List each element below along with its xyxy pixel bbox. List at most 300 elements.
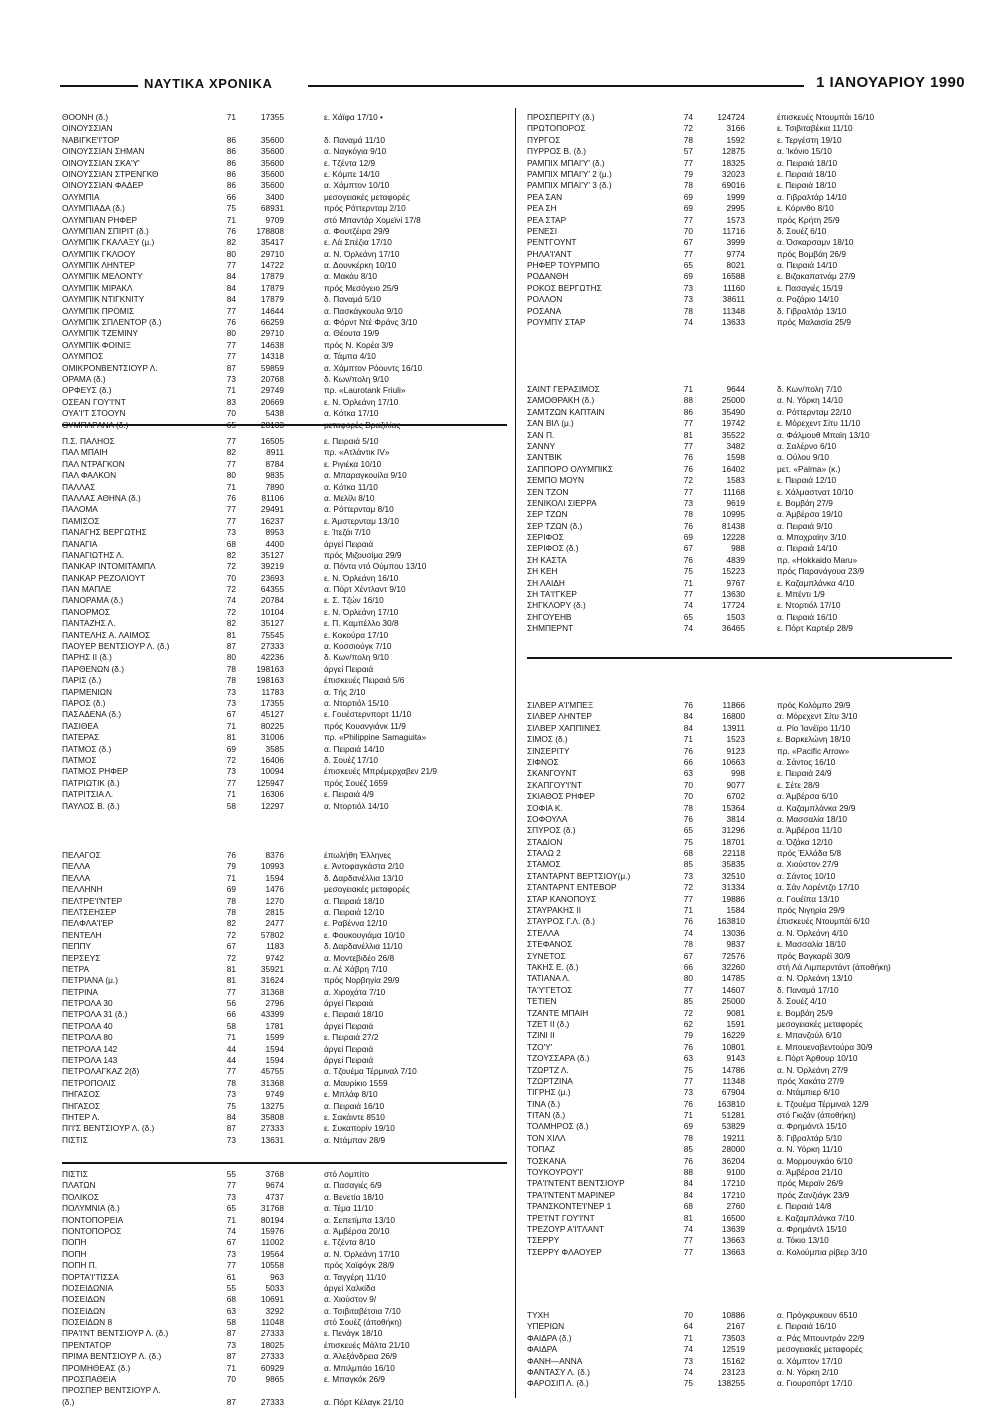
ship-status: α. Φρημάντλ 15/10: [777, 1223, 847, 1234]
ship-group-pa: [62, 436, 507, 812]
ship-name: ΦΑΝΤΑΣΥ Λ. (δ.): [527, 1366, 590, 1377]
ship-name: ΠΗΓΑΣΟΣ: [62, 1100, 101, 1111]
build-year: 77: [226, 260, 236, 271]
tonnage: 13663: [721, 1246, 745, 1257]
ship-name: ΠΑΝΤΑΖΗΣ Λ.: [62, 618, 116, 629]
tonnage: 25000: [721, 996, 745, 1007]
ship-row: [527, 1076, 952, 1087]
ship-name: ΦΑΙΔΡΑ (δ.): [527, 1332, 572, 1343]
publication-title: ΝΑΥΤΙΚΑ ΧΡΟΝΙΚΑ: [144, 76, 273, 91]
ship-status: δ. Παναμά 5/10: [324, 294, 381, 305]
ship-status: ε. Μασσαλία 18/10: [777, 939, 846, 950]
ship-name: ΣΗΜΠΕΡΝΤ: [527, 623, 574, 634]
tonnage: 9767: [726, 577, 745, 588]
tonnage: 25000: [721, 395, 745, 406]
ship-row: [62, 630, 507, 641]
ship-name: ΠΕΡΣΕΥΣ: [62, 952, 101, 963]
ship-group-sigma-a: [527, 384, 952, 659]
build-year: 68: [683, 1201, 693, 1212]
ship-status: πρ. «Pacific Arrow»: [777, 745, 850, 756]
tonnage: 2167: [726, 1321, 745, 1332]
ship-row: [527, 192, 952, 203]
ship-status: άργεί Πειραιά: [324, 538, 374, 549]
ship-row: [527, 1144, 952, 1155]
tonnage: 10801: [721, 1041, 745, 1052]
build-year: 80: [226, 652, 236, 663]
ship-status: ε. Καζαμπλάνκα 7/10: [777, 1212, 855, 1223]
ship-status: μεσογειακές μεταφορές: [777, 1018, 863, 1029]
tonnage: 6702: [726, 791, 745, 802]
ship-status: πρός Νιγηρία 29/9: [777, 905, 845, 916]
ship-row: [62, 1328, 507, 1339]
ship-row: [62, 1135, 507, 1146]
ship-name: ΟΛΥΜΠΙΚ ΦΟΙΝΙΞ: [62, 339, 131, 350]
ship-row: [527, 905, 952, 916]
ship-row: [62, 1215, 507, 1226]
build-year: 69: [683, 191, 693, 202]
ship-name: ΤΟΝ ΧΙΛΛ: [527, 1132, 566, 1143]
ship-name: ΠΕΤΡΟΛΑ 31 (δ.): [62, 1009, 128, 1020]
ship-status: α. Όσκαρσαμν 18/10: [777, 237, 854, 248]
ship-row: [527, 746, 952, 757]
tonnage: 124724: [717, 112, 745, 122]
ship-status: άργεί Πειραιά: [324, 663, 374, 674]
build-year: 76: [683, 813, 693, 824]
ship-row: [527, 1121, 952, 1132]
tonnage: 12228: [721, 532, 745, 543]
tonnage: 1476: [265, 884, 284, 895]
ship-name: ΣΗ ΚΕΗ: [527, 566, 558, 577]
ship-status: α. Πόντα ντό Ούμπου 13/10: [324, 561, 427, 572]
build-year: 76: [683, 916, 693, 927]
ship-status: ε. Καζαμπλάνκα 4/10: [777, 577, 855, 588]
ship-row: [527, 1030, 952, 1041]
build-year: 73: [226, 1191, 236, 1202]
ship-row: [62, 317, 507, 328]
tonnage: 9077: [726, 779, 745, 790]
ship-name: ΠΙΣΤΙΣ: [62, 1169, 88, 1179]
tonnage: 9123: [726, 745, 745, 756]
ship-row: [62, 436, 507, 447]
ship-name: ΘΟΟΝΗ (δ.): [62, 112, 109, 122]
tonnage: 72576: [721, 950, 745, 961]
build-year: 75: [683, 1378, 693, 1389]
build-year: 67: [683, 237, 693, 248]
build-year: 78: [683, 305, 693, 316]
ship-name: ΣΤΑΥΡΟΣ Γ.Λ. (δ.): [527, 916, 596, 927]
tonnage: 45127: [260, 709, 284, 720]
ship-row: [527, 555, 952, 566]
ship-status: α. Άμβέρσα 11/10: [777, 825, 842, 836]
ship-name: ΠΑΜΙΣΟΣ: [62, 515, 100, 526]
tonnage: 1583: [726, 475, 745, 486]
ship-name: ΠΕΤΡΟΛΑΓΚΑΖ 2(δ): [62, 1066, 140, 1077]
ship-row: [62, 861, 507, 872]
build-year: 81: [683, 429, 693, 440]
build-year: 70: [226, 408, 236, 419]
ship-status: άργεί Πειραιά: [324, 1055, 374, 1066]
ship-status: πρός Μεσόγειο 25/9: [324, 282, 399, 293]
ship-name: ΠΟΠΗ: [62, 1237, 87, 1248]
ship-row: [62, 755, 507, 766]
build-year: 58: [226, 800, 236, 811]
ship-row: [527, 1156, 952, 1167]
build-year: 77: [226, 777, 236, 788]
build-year: 86: [226, 180, 236, 191]
ship-name: ΟΛΥΜΠΙΚ ΛΗΝΤΕΡ: [62, 260, 136, 271]
ship-row: [62, 271, 507, 282]
tonnage: 11866: [722, 700, 745, 710]
tonnage: 163810: [717, 1098, 745, 1109]
ship-row: [527, 532, 952, 543]
build-year: 67: [226, 1237, 236, 1248]
ship-name: ΦΑΡΟΣΙΠ Λ. (δ.): [527, 1378, 589, 1389]
ship-name: ΣΙΛΒΕΡ Α'Ι'ΜΠΕΞ: [527, 700, 594, 710]
build-year: 81: [226, 975, 236, 986]
ship-name: ΣΑΝ ΒΙΛ (μ.): [527, 418, 574, 429]
tonnage: 17210: [721, 1189, 745, 1200]
ship-name: ΠΑΝΚΑΡ ΡΕΖΟΛΙΟΥΤ: [62, 572, 146, 583]
ship-status: α. Πόρτ Χέντλαντ 9/10: [324, 584, 406, 595]
ship-status: πρός Μιζουσίμα 29/9: [324, 549, 402, 560]
ship-name: ΦΑΝΗ—ΑΝΝΑ: [527, 1355, 583, 1366]
tonnage: 60929: [260, 1362, 284, 1373]
ship-name: ΟΛΥΜΠΙΑ: [62, 191, 100, 202]
build-year: 77: [683, 418, 693, 429]
build-year: 71: [683, 577, 693, 588]
build-year: 81: [226, 629, 236, 640]
build-year: 70: [226, 572, 236, 583]
build-year: 55: [226, 1282, 236, 1293]
build-year: 77: [683, 893, 693, 904]
ship-row: [62, 1249, 507, 1260]
tonnage: 42236: [260, 652, 284, 663]
build-year: 71: [226, 720, 236, 731]
ship-row: [62, 135, 507, 146]
ship-status: ε. Κοκούρα 17/10: [324, 629, 389, 640]
build-year: 87: [226, 1328, 236, 1339]
build-year: 69: [226, 884, 236, 895]
ship-status: α. Τσιβιταβέτσια 7/10: [324, 1305, 401, 1316]
ship-name: ΠΑΝΑΓΙΑ: [62, 538, 98, 549]
ship-status: ε. Ριγιέκα 10/10: [324, 458, 382, 469]
ship-row: [527, 430, 952, 441]
ship-status: α. Μακάυ 8/10: [324, 271, 377, 282]
build-year: 69: [683, 271, 693, 282]
ship-row: [62, 180, 507, 191]
ship-name: ΤΥΧΗ: [527, 1310, 550, 1320]
build-year: 81: [226, 963, 236, 974]
ship-row: [527, 317, 952, 328]
ship-row: [62, 964, 507, 975]
build-year: 75: [683, 566, 693, 577]
build-year: 77: [683, 1235, 693, 1246]
ship-row: [62, 618, 507, 629]
ship-name: ΠΑΡΟΣ (δ.): [62, 697, 106, 708]
ship-row: [527, 306, 952, 317]
tonnage: 198163: [256, 675, 284, 686]
ship-name: ΟΛΥΜΠΙΚ ΜΙΡΑΚΛ: [62, 282, 133, 293]
build-year: 77: [226, 339, 236, 350]
ship-status: δ. Δαρδανέλλια 11/10: [324, 941, 403, 952]
ship-status: ε. Μπουεναβεντούρα 30/9: [777, 1041, 873, 1052]
build-year: 87: [226, 362, 236, 373]
ship-status: α. Πειραιά 9/10: [777, 520, 833, 531]
build-year: 86: [683, 406, 693, 417]
ship-status: α. Κότκα 17/10: [324, 408, 379, 419]
ship-row: [62, 340, 507, 351]
ship-name: ΤΟΣΚΑΝΑ: [527, 1155, 567, 1166]
tonnage: 16800: [721, 711, 745, 722]
tonnage: 35600: [260, 157, 284, 168]
ship-row: [62, 112, 507, 123]
tonnage: 4737: [265, 1191, 284, 1202]
ship-row: [62, 1055, 507, 1066]
ship-name: ΣΑΝΝΥ: [527, 440, 556, 451]
tonnage: 8911: [266, 447, 284, 458]
build-year: 77: [226, 1180, 236, 1191]
build-year: 71: [226, 1032, 236, 1043]
ship-row: [527, 509, 952, 520]
ship-row: [527, 803, 952, 814]
ship-name: ΤΡΕΖΟΥΡ Α'Ι'ΓΛΑΝΤ: [527, 1223, 605, 1234]
tonnage: 11048: [261, 1317, 284, 1328]
ship-row: [62, 1306, 507, 1317]
build-year: 71: [683, 905, 693, 916]
ship-row: [62, 664, 507, 675]
ship-status: ε. Βομβάη 27/9: [777, 497, 833, 508]
ship-name: ΣΑΝΤΒΙΚ: [527, 452, 563, 463]
ship-name: ΣΕΡΙΦΟΣ (δ.): [527, 543, 579, 554]
ship-name: ΡΟΔΑΝΘΗ: [527, 271, 569, 282]
tonnage: 51281: [721, 1110, 745, 1121]
ship-name: ΠΑΛΛΑΣ ΑΘΗΝΑ (δ.): [62, 492, 141, 503]
ship-name: ΣΑΜΤΖΩΝ ΚΑΠΤΑΙΝ: [527, 406, 605, 417]
ship-row: [527, 283, 952, 294]
build-year: 76: [683, 700, 693, 710]
ship-name: ΠΡΟΣΠΕΡ ΒΕΝΤΣΙΟΥΡ Λ.: [62, 1385, 161, 1396]
tonnage: 9742: [265, 952, 284, 963]
ship-name: ΤΣΕΡΡΥ ΦΛΑΟΥΕΡ: [527, 1246, 602, 1257]
tonnage: 9865: [265, 1374, 284, 1385]
tonnage: 73503: [721, 1332, 745, 1343]
ship-status: ε. Πόρτ Καρτιέρ 28/9: [777, 623, 853, 634]
ship-name: ΡΕΑ ΣΗ: [527, 203, 557, 214]
ship-name: ΦΑΙΔΡΑ: [527, 1344, 558, 1355]
tonnage: 1573: [726, 214, 745, 225]
build-year: 66: [683, 756, 693, 767]
tonnage: 68931: [260, 203, 284, 214]
build-year: 87: [226, 1351, 236, 1362]
ship-status: α. Σάν Λορέντζο 17/10: [777, 882, 859, 893]
build-year: 73: [683, 282, 693, 293]
ship-name: ΤΙΝΑ (δ.): [527, 1098, 561, 1109]
build-year: 72: [683, 475, 693, 486]
ship-status: α. Βενετία 18/10: [324, 1191, 384, 1202]
build-year: 73: [226, 373, 236, 384]
build-year: 77: [226, 986, 236, 997]
ship-row: [527, 1110, 952, 1121]
ship-name: ΣΤΕΦΑΝΟΣ: [527, 939, 573, 950]
ship-row: [527, 1099, 952, 1110]
tonnage: 32023: [721, 168, 745, 179]
tonnage: 13663: [721, 1235, 745, 1246]
ship-row: [527, 589, 952, 600]
tonnage: 57802: [260, 929, 284, 940]
ship-status: α. Πειραιά 18/10: [324, 895, 385, 906]
ship-row: [527, 1213, 952, 1224]
ship-name: ΤΟΛΜΗΡΟΣ (δ.): [527, 1121, 589, 1132]
header-rule-left: [60, 85, 138, 87]
ship-status: δ. Γιβραλτάρ 13/10: [777, 305, 847, 316]
ship-name: ΡΟΚΟΣ ΒΕΡΓΩΤΗΣ: [527, 282, 602, 293]
ship-status: α. Ν. Όρλεάνη 17/10: [324, 1248, 400, 1259]
ship-name: ΠΕΛΑΓΟΣ: [62, 850, 101, 860]
build-year: 71: [226, 872, 236, 883]
ship-row: [62, 850, 507, 861]
tonnage: 16500: [721, 1212, 745, 1223]
tonnage: 12519: [721, 1344, 745, 1355]
tonnage: 16505: [260, 436, 284, 446]
ship-name: ΣΑΠΠΟΡΟ ΟΛΥΜΠΙΚΣ: [527, 463, 614, 474]
ship-name: ΠΟΠΗ: [62, 1248, 87, 1259]
ship-status: ε. Τζέντα 8/10: [324, 1237, 376, 1248]
ship-name: ΟΙΝΟΥΣΣΙΑΝ ΦΑΔΕΡ: [62, 180, 144, 191]
ship-row: [62, 1009, 507, 1020]
tonnage: 10094: [260, 766, 284, 777]
tonnage: 3400: [265, 191, 284, 202]
ship-status: α. Άμβέρσα 6/10: [777, 791, 838, 802]
ship-name: ΠΕΤΡΟΛΑ 142: [62, 1043, 118, 1054]
ship-status: ε. Π. Καμπέλλο 30/8: [324, 618, 399, 629]
ship-name: ΟΛΥΜΠΙΚ ΓΚΛΟΟΥ: [62, 248, 136, 259]
ship-name: ΟΙΝΟΥΣΣΙΑΝ ΣΗΜΑΝ: [62, 146, 145, 157]
tonnage: 11783: [261, 686, 284, 697]
build-year: 77: [226, 436, 236, 446]
ship-row: [62, 351, 507, 362]
build-year: 74: [226, 595, 236, 606]
build-year: 81: [683, 1212, 693, 1223]
ship-status: ε. Άντοφαγκάστα 2/10: [324, 861, 404, 872]
ship-status: στή Λά Λιμπερντάντ (άποθήκη): [777, 961, 891, 972]
ship-name: (δ.): [62, 1396, 75, 1407]
build-year: 76: [683, 463, 693, 474]
ship-row: [527, 1333, 952, 1344]
tonnage: 27333: [260, 1123, 284, 1134]
ship-name: ΣΤΑΥΡΑΚΗΣ II: [527, 905, 582, 916]
ship-status: α. Ίκόνιο 15/10: [777, 146, 832, 157]
ship-status: δ. Κων/πολη 9/10: [324, 652, 389, 663]
ship-name: ΠΑΝΑΓΗΣ ΒΕΡΓΩΤΗΣ: [62, 527, 147, 538]
build-year: 73: [226, 686, 236, 697]
ship-name: ΡΕΑ ΣΤΑΡ: [527, 214, 567, 225]
ship-name: ΠΕΛΛΑ: [62, 861, 91, 872]
tonnage: 1503: [726, 611, 745, 622]
tonnage: 18025: [260, 1339, 284, 1350]
ship-name: ΣΟΦΟΥΛΑ: [527, 813, 568, 824]
build-year: 84: [226, 294, 236, 305]
ship-row: [62, 504, 507, 515]
build-year: 73: [226, 1248, 236, 1259]
ship-name: ΠΑΛΟΜΑ: [62, 504, 98, 515]
ship-row: [62, 766, 507, 777]
build-year: 78: [226, 663, 236, 674]
ship-row: [62, 907, 507, 918]
ship-row: [527, 1053, 952, 1064]
ship-name: ΠΕΤΡΑ: [62, 963, 90, 974]
ship-status: α. Κολούμπια ρίβερ 3/10: [777, 1246, 868, 1257]
build-year: 75: [683, 1064, 693, 1075]
ship-status: ε. Κόμπε 14/10: [324, 168, 380, 179]
ship-status: α. Άμβέρσα 21/10: [777, 1167, 843, 1178]
build-year: 69: [683, 1121, 693, 1132]
ship-name: ΟΛΥΜΠΙΚ ΝΤΙΓΚΝΙΤΥ: [62, 294, 145, 305]
ship-name: ΟΣΕΑΝ ΓΟΥ'Ι'ΝΤ: [62, 396, 126, 407]
tonnage: 3768: [265, 1169, 284, 1179]
tonnage: 14607: [721, 984, 745, 995]
ship-name: ΠΑΡΘΕΝΩΝ (δ.): [62, 663, 124, 674]
tonnage: 8376: [265, 850, 284, 860]
build-year: 77: [226, 351, 236, 362]
ship-name: ΠΑΤΜΟΣ (δ.): [62, 743, 112, 754]
ship-row: [527, 1178, 952, 1189]
build-year: 74: [683, 112, 693, 122]
ship-name: ΣΗ ΤΑ'Ι'ΓΚΕΡ: [527, 589, 577, 600]
build-year: 74: [683, 1344, 693, 1355]
ship-status: α. Μασσαλία 18/10: [777, 813, 848, 824]
ship-name: ΠΑΡΗΣ II (δ.): [62, 652, 112, 663]
ship-name: ΤΟΠΑΖ: [527, 1144, 555, 1155]
ship-status: στό Μπαντάρ Χομεϊνί 17/8: [324, 214, 421, 225]
ship-name: ΠΟΛΙΚΟΣ: [62, 1191, 100, 1202]
ship-row: [527, 498, 952, 509]
ship-status: δ. Σουέζ 17/10: [324, 754, 378, 765]
build-year: 71: [226, 112, 236, 122]
tonnage: 27333: [260, 1328, 284, 1339]
tonnage: 35600: [260, 180, 284, 191]
build-year: 71: [226, 214, 236, 225]
tonnage: 9709: [265, 214, 284, 225]
ship-status: ε. Μπαγκόκ 26/9: [324, 1374, 386, 1385]
ship-status: δ. Γιβραλτάρ 5/10: [777, 1132, 842, 1143]
ship-row: [527, 1224, 952, 1235]
ship-status: α. Ρόττερνταμ 8/10: [324, 504, 394, 515]
ship-status: πρ. «Philippine Samaguita»: [324, 732, 427, 743]
tonnage: 9837: [726, 939, 745, 950]
ship-status: α. Πειραιά 14/10: [777, 260, 838, 271]
tonnage: 198163: [256, 663, 284, 674]
build-year: 77: [683, 486, 693, 497]
build-year: 61: [226, 1271, 236, 1282]
ship-name: ΠΡΕΝΤΑΤΟΡ: [62, 1339, 112, 1350]
ship-name: ΡΗΦΕΡ ΤΟΥΡΜΠΟ: [527, 260, 600, 271]
ship-name: ΟΛΥΜΠΙΑΔΑ (δ.): [62, 203, 125, 214]
build-year: 76: [226, 850, 236, 860]
build-year: 77: [683, 248, 693, 259]
build-year: 77: [226, 504, 236, 515]
ship-name: ΤΖΩΡΤΖ Λ.: [527, 1064, 569, 1075]
ship-name: ΤΑ'Υ'ΓΕΤΟΣ: [527, 984, 573, 995]
tonnage: 45755: [260, 1066, 284, 1077]
ship-row: [62, 1363, 507, 1374]
ship-status: έπισκευές Πειραιά 5/6: [324, 675, 405, 686]
ship-status: ε. Κόρινθο 8/10: [777, 203, 834, 214]
tonnage: 9644: [726, 384, 745, 394]
ship-row: [62, 687, 507, 698]
ship-status: ε. Πειραιά 16/10: [777, 1321, 837, 1332]
ship-status: ε. Ίτεζάι 7/10: [324, 527, 371, 538]
ship-row: [527, 260, 952, 271]
